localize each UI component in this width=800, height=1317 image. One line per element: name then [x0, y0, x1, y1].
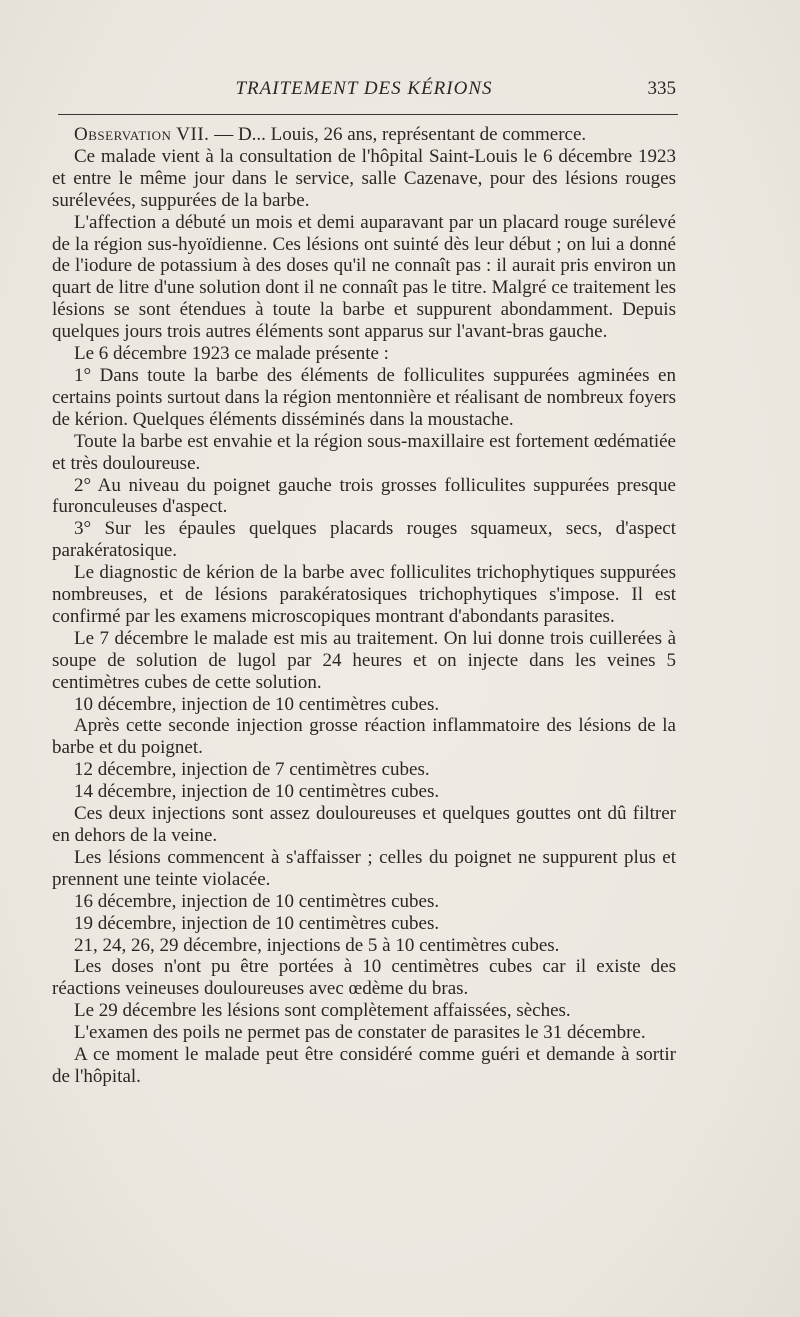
paragraph: Toute la barbe est envahie et la région sous-maxillaire est fortement œdématiée et très douloureuse.	[52, 430, 676, 474]
paragraph: Le 29 décembre les lésions sont complètement affaissées, sèches.	[74, 1000, 571, 1022]
paragraph: 14 décembre, injection de 10 centimètres cubes.	[74, 781, 440, 803]
paragraph: Le 6 décembre 1923 ce malade présente :	[74, 343, 389, 365]
paragraph: 10 décembre, injection de 10 centimètres cubes.	[74, 693, 440, 715]
paragraph: Le 7 décembre le malade est mis au traitement. On lui donne trois cuillerées à soupe de solution de lugol par 24 heures et on injecte dans les veines 5 centimètres cubes de cette solution.	[52, 627, 676, 693]
paragraph: Les lésions commencent à s'affaisser ; celles du poignet ne suppurent plus et prennent une teinte violacée.	[52, 846, 676, 890]
paragraph: Les doses n'ont pu être portées à 10 centimètres cubes car il existe des réactions veineuses douloureuses avec œdème du bras.	[52, 956, 676, 1000]
paragraph: L'examen des poils ne permet pas de constater de parasites le 31 décembre.	[74, 1022, 646, 1044]
paragraph: L'affection a débuté un mois et demi auparavant par un placard rouge surélevé de la région sus-hyoïdienne. Ces lésions ont suinté dès leur début ; on lui a donné de l'iodure de potassium à des doses qu'il ne connaît pas : il aurait pris environ un quart de litre d'une solution dont il ne connaît pas le titre. Malgré ce traitement les lésions se sont étendues à toute la barbe et suppurent abondamment. Depuis quelques jours trois autres éléments sont apparus sur l'avant-bras gauche.	[52, 211, 676, 343]
page-number: 335	[647, 78, 676, 99]
observation-label: Observation VII.	[74, 124, 210, 145]
paragraph: 21, 24, 26, 29 décembre, injections de 5 à 10 centimètres cubes.	[74, 934, 560, 956]
paragraph: Après cette seconde injection grosse réaction inflammatoire des lésions de la barbe et du poignet.	[52, 715, 676, 759]
paragraph: 3° Sur les épaules quelques placards rouges squameux, secs, d'aspect parakératosique.	[52, 518, 676, 562]
paragraph: 19 décembre, injection de 10 centimètres cubes.	[74, 912, 440, 934]
paragraph: 12 décembre, injection de 7 centimètres cubes.	[74, 759, 430, 781]
paragraph: 2° Au niveau du poignet gauche trois grosses folliculites suppurées presque furonculeuses d'aspect.	[52, 474, 676, 518]
observation-heading	[52, 124, 676, 146]
observation-intro: — D... Louis, 26 ans, représentant de commerce.	[209, 124, 587, 145]
paragraph: Le diagnostic de kérion de la barbe avec folliculites trichophytiques suppurées nombreuses, et de lésions parakératosiques trichophytiques s'impose. Il est confirmé par les examens microscopiques montrant d'abondants parasites.	[52, 562, 676, 627]
paragraph: A ce moment le malade peut être considéré comme guéri et demande à sortir de l'hôpital.	[52, 1044, 676, 1087]
paragraph: Ces deux injections sont assez douloureuses et quelques gouttes ont dû filtrer en dehors de la veine.	[52, 803, 676, 846]
body-text	[52, 124, 676, 1088]
page-header	[52, 78, 676, 106]
running-title: TRAITEMENT DES KÉRIONS	[235, 78, 493, 99]
paragraph: 16 décembre, injection de 10 centimètres cubes.	[74, 890, 440, 912]
paragraph: Ce malade vient à la consultation de l'hôpital Saint-Louis le 6 décembre 1923 et entre le même jour dans le service, salle Cazenave, pour des lésions rouges surélevées, suppurées de la barbe.	[52, 145, 676, 211]
header-rule	[58, 114, 678, 115]
paragraph: 1° Dans toute la barbe des éléments de folliculites suppurées agminées en certains points surtout dans la région mentonnière et réalisant de nombreux foyers de kérion. Quelques éléments disséminés dans la moustache.	[52, 364, 676, 430]
